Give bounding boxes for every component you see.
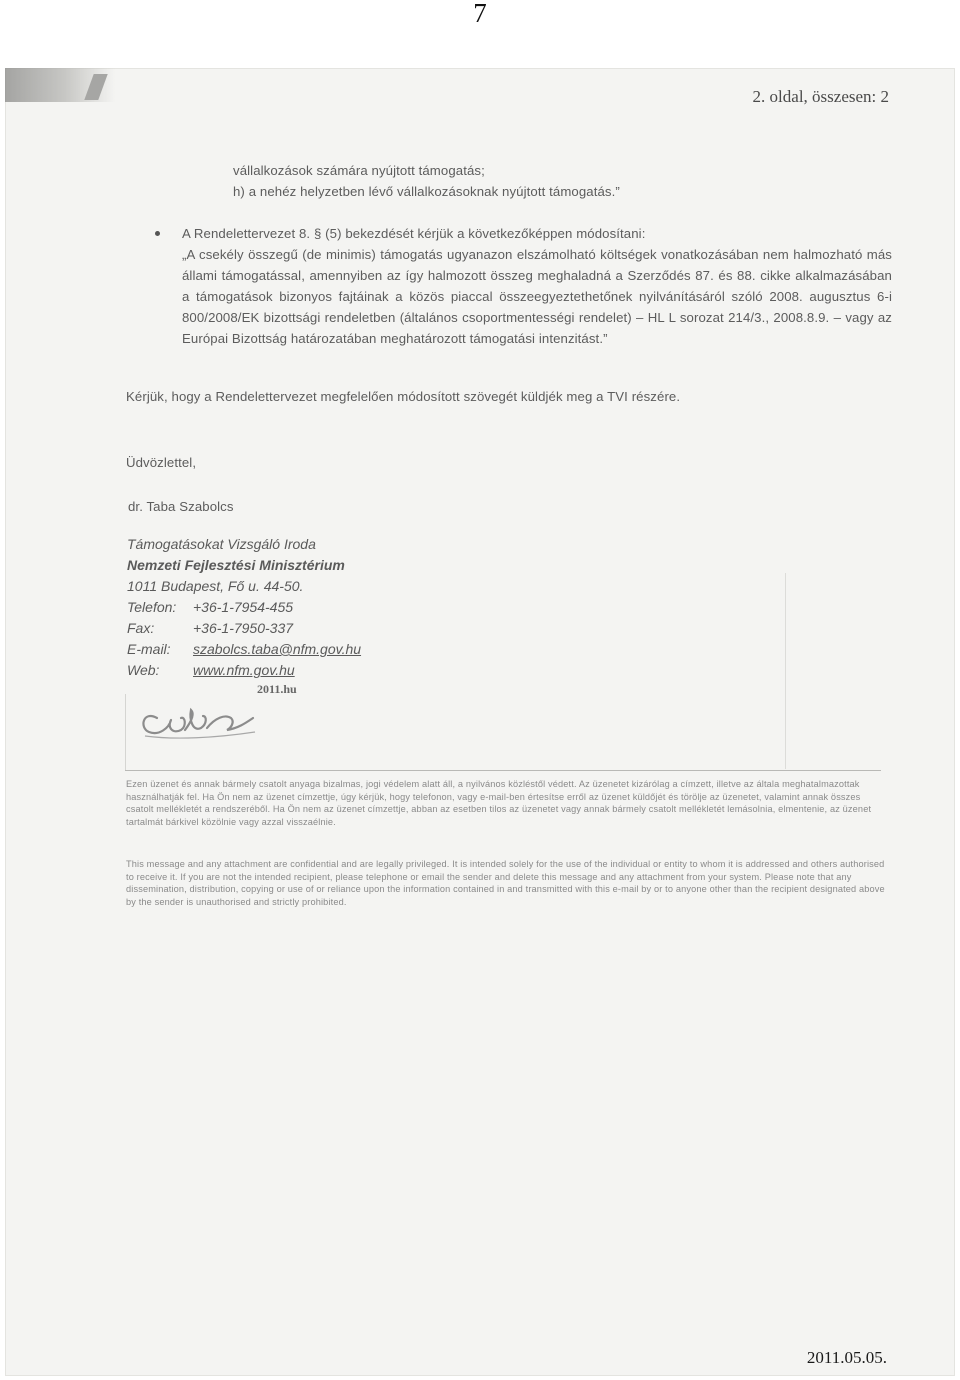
scan-corner-artifact xyxy=(5,68,115,102)
logo-year-tag: 2011.hu xyxy=(257,682,297,696)
bullet-title: A Rendelettervezet 8. § (5) bekezdését kérjük a következőképpen módosítani: xyxy=(182,226,646,241)
phone-label: Telefon: xyxy=(127,599,177,615)
address: 1011 Budapest, Fő u. 44-50. xyxy=(127,578,304,594)
web-link[interactable]: www.nfm.gov.hu xyxy=(193,662,295,678)
signature-block xyxy=(127,534,361,681)
ministry-name: Nemzeti Fejlesztési Minisztérium xyxy=(127,557,345,573)
email-label: E-mail: xyxy=(127,641,171,657)
page-number: 7 xyxy=(473,0,487,28)
phone-row xyxy=(127,597,361,618)
amendment-quote: „A csekély összegű (de minimis) támogatás ugyanazon elszámolható költségek vonatkozásában nem halmozható más állami támogatással, amennyiben az így halmozott összeg meghaladná a Szerződés 87. és 88. cikke alkalmazásában a támogatások bizonyos fajtáinak a közös piaccal összeegyeztethetőnek nyilvánításáról szóló 2008. augusztus 6-i 800/2008/EK bizottsági rendeletben (általános csoportmentességi rendelet) – HL L sorozat 214/3., 2008.8.9. – vagy az Európai Bizottság határozatában meghatározott támogatási intenzitást.” xyxy=(182,247,892,346)
phone-value: +36-1-7954-455 xyxy=(193,599,294,615)
fax-label: Fax: xyxy=(127,620,155,636)
disclaimer-english: This message and any attachment are confidential and are legally privileged. It is intended solely for the use of the individual or entity to whom it is addressed and others authorised to receive it. If you are not the intended recipient, please telephone or email the sender and delete this message and any attachment from your system. Please note that any dissemination, distribution, copying or use of or reliance upon the information contained in and transmitted with this e-mail by or to anyone other than the recipient designated above by the sender is unauthorised and strictly prohibited. xyxy=(126,859,885,907)
continuation-line: h) a nehéz helyzetben lévő vállalkozásoknak nyújtott támogatás.” xyxy=(233,184,620,199)
scanned-letter-page xyxy=(5,68,955,1376)
web-row xyxy=(127,660,361,681)
scan-edge-line xyxy=(125,694,126,770)
bullet-icon xyxy=(155,231,160,236)
email-row xyxy=(127,639,361,660)
scan-edge-line xyxy=(785,573,786,769)
continuation-text xyxy=(233,160,620,202)
greeting: Üdvözlettel, xyxy=(126,455,197,470)
office-name: Támogatásokat Vizsgáló Iroda xyxy=(127,536,316,552)
fax-value: +36-1-7950-337 xyxy=(193,620,294,636)
footer-date: 2011.05.05. xyxy=(806,1348,887,1367)
disclaimer-hungarian: Ezen üzenet és annak bármely csatolt anyaga bizalmas, jogi védelem alatt áll, a nyilvános közléstől védett. Az üzenetet kizárólag a címzett, illetve az általa meghatalmazottak használhatják fel. Ha Ön nem az üzenet címzettje, úgy kérjük, hogy telefonon, vagy e-mail-ben értesítse erről az üzenet küldőjét és törölje az üzenetet, valamint annak összes csatolt mellékletét a rendszeréből. Ha Ön nem az üzenet címzettje, abban az esetben tilos az üzenetet vagy annak bármely csatolt mellékletét lemásolnia, elmentenie, az üzenet tartalmát bárkivel közölnie vagy azzal visszaélnie. xyxy=(126,779,872,827)
page-header: 2. oldal, összesen: 2 xyxy=(752,87,889,106)
request-paragraph: Kérjük, hogy a Rendelettervezet megfelelően módosított szövegét küldjék meg a TVI részére. xyxy=(126,389,681,404)
continuation-line: vállalkozások számára nyújtott támogatás; xyxy=(233,163,485,178)
fax-row xyxy=(127,618,361,639)
web-label: Web: xyxy=(127,662,160,678)
signer-name: dr. Taba Szabolcs xyxy=(128,499,234,514)
disclaimer-divider xyxy=(125,770,881,771)
email-link[interactable]: szabolcs.taba@nfm.gov.hu xyxy=(193,641,362,657)
